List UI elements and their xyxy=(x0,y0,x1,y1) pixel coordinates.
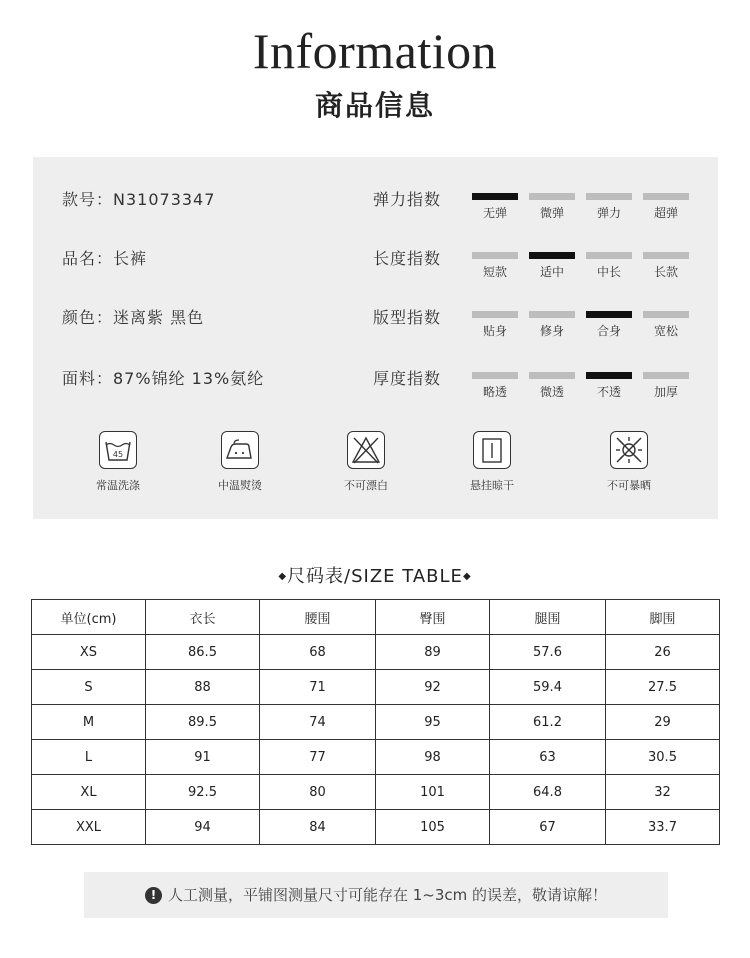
index-bar xyxy=(529,311,575,318)
table-row xyxy=(32,635,720,670)
index-option-label: 贴身 xyxy=(482,324,507,338)
care-item-iron xyxy=(190,431,290,493)
table-cell: 80 xyxy=(260,775,376,810)
table-cell: 71 xyxy=(260,670,376,705)
index-bar xyxy=(472,372,518,379)
index-option-label: 合身 xyxy=(596,324,621,338)
wash-45-icon xyxy=(99,431,137,469)
warning-icon: ! xyxy=(145,887,162,904)
index-bar xyxy=(529,372,575,379)
table-header-cell: 臀围 xyxy=(376,600,490,635)
table-cell: 94 xyxy=(146,810,260,845)
product-code: 款号：N31073347 xyxy=(62,190,216,209)
index-bar xyxy=(529,252,575,259)
table-cell: XS xyxy=(32,635,146,670)
table-cell: XXL xyxy=(32,810,146,845)
wash-temp-label: 45 xyxy=(112,450,124,459)
index-option-label: 适中 xyxy=(539,265,564,279)
index-option-label: 微弹 xyxy=(539,206,564,220)
table-cell: 32 xyxy=(606,775,720,810)
table-header-cell: 腰围 xyxy=(260,600,376,635)
index-bar xyxy=(472,193,518,200)
table-cell: 98 xyxy=(376,740,490,775)
product-fabric: 面料：87%锦纶 13%氨纶 xyxy=(62,369,265,388)
size-table-title xyxy=(0,562,750,588)
table-cell: 27.5 xyxy=(606,670,720,705)
no-sun-icon xyxy=(610,431,648,469)
table-header-cell: 衣长 xyxy=(146,600,260,635)
table-cell: 77 xyxy=(260,740,376,775)
care-label: 不可暴晒 xyxy=(607,479,651,492)
index-bar xyxy=(529,193,575,200)
table-header-cell: 脚围 xyxy=(606,600,720,635)
index-option-label: 宽松 xyxy=(653,324,678,338)
measurement-note xyxy=(84,872,668,918)
table-row xyxy=(32,740,720,775)
index-option-label: 修身 xyxy=(539,324,564,338)
size-table xyxy=(31,599,720,845)
index-option-label: 无弹 xyxy=(482,206,507,220)
index-bar xyxy=(643,311,689,318)
index-bar xyxy=(586,311,632,318)
care-label: 不可漂白 xyxy=(344,479,388,492)
table-cell: 88 xyxy=(146,670,260,705)
index-option-label: 不透 xyxy=(596,385,621,399)
diamond-icon: ◆ xyxy=(278,571,288,582)
index-option-label: 略透 xyxy=(482,385,507,399)
care-label: 悬挂晾干 xyxy=(470,479,514,492)
index-option-label: 长款 xyxy=(653,265,678,279)
table-cell: 63 xyxy=(490,740,606,775)
table-cell: 86.5 xyxy=(146,635,260,670)
note-text: 人工测量，平铺图测量尺寸可能存在 1~3cm 的误差，敬请谅解！ xyxy=(167,886,608,904)
iron-medium-icon xyxy=(221,431,259,469)
index-option-label: 中长 xyxy=(596,265,621,279)
table-cell: S xyxy=(32,670,146,705)
table-cell: 89 xyxy=(376,635,490,670)
no-bleach-icon xyxy=(347,431,385,469)
index-bar xyxy=(472,252,518,259)
table-row xyxy=(32,705,720,740)
page-title-cn: 商品信息 xyxy=(314,89,435,122)
table-header-cell: 单位(cm) xyxy=(32,600,146,635)
table-cell: 74 xyxy=(260,705,376,740)
table-cell: 29 xyxy=(606,705,720,740)
table-cell: XL xyxy=(32,775,146,810)
care-label: 中温熨烫 xyxy=(218,479,262,492)
care-item-hang xyxy=(442,431,542,493)
table-header-row xyxy=(32,600,720,635)
index-label: 厚度指数 xyxy=(373,369,442,388)
index-option-label: 短款 xyxy=(482,265,507,279)
index-option-label: 超弹 xyxy=(653,206,678,220)
table-header-cell: 腿围 xyxy=(490,600,606,635)
table-cell: 64.8 xyxy=(490,775,606,810)
product-info-panel xyxy=(33,157,718,519)
index-bar xyxy=(472,311,518,318)
table-cell: 101 xyxy=(376,775,490,810)
table-row xyxy=(32,670,720,705)
index-option-label: 弹力 xyxy=(596,206,621,220)
index-label: 长度指数 xyxy=(373,249,442,268)
index-bar xyxy=(586,252,632,259)
table-cell: 89.5 xyxy=(146,705,260,740)
index-option-label: 加厚 xyxy=(653,385,678,399)
table-cell: L xyxy=(32,740,146,775)
table-cell: 68 xyxy=(260,635,376,670)
care-item-wash xyxy=(68,431,168,493)
table-cell: 92.5 xyxy=(146,775,260,810)
table-cell: 33.7 xyxy=(606,810,720,845)
diamond-icon: ◆ xyxy=(462,571,472,582)
index-bar xyxy=(643,252,689,259)
table-cell: 30.5 xyxy=(606,740,720,775)
table-cell: 84 xyxy=(260,810,376,845)
table-cell: 59.4 xyxy=(490,670,606,705)
table-cell: 26 xyxy=(606,635,720,670)
table-cell: 91 xyxy=(146,740,260,775)
product-color: 颜色：迷离紫 黑色 xyxy=(62,308,205,327)
table-cell: 67 xyxy=(490,810,606,845)
table-cell: 95 xyxy=(376,705,490,740)
care-item-bleach xyxy=(316,431,416,493)
index-bar xyxy=(643,372,689,379)
table-cell: 92 xyxy=(376,670,490,705)
care-label: 常温洗涤 xyxy=(96,479,140,492)
product-name: 品名：长裤 xyxy=(62,249,148,268)
index-bar xyxy=(643,193,689,200)
page-title-en: Information xyxy=(252,23,498,79)
index-bar xyxy=(586,372,632,379)
table-cell: M xyxy=(32,705,146,740)
table-cell: 105 xyxy=(376,810,490,845)
index-label: 弹力指数 xyxy=(373,190,442,209)
table-cell: 61.2 xyxy=(490,705,606,740)
table-row xyxy=(32,775,720,810)
table-row xyxy=(32,810,720,845)
index-bar xyxy=(586,193,632,200)
hang-dry-icon xyxy=(473,431,511,469)
index-label: 版型指数 xyxy=(373,308,442,327)
table-cell: 57.6 xyxy=(490,635,606,670)
index-option-label: 微透 xyxy=(539,385,564,399)
care-item-sun xyxy=(579,431,679,493)
size-table-title-text: 尺码表/SIZE TABLE xyxy=(287,566,463,587)
